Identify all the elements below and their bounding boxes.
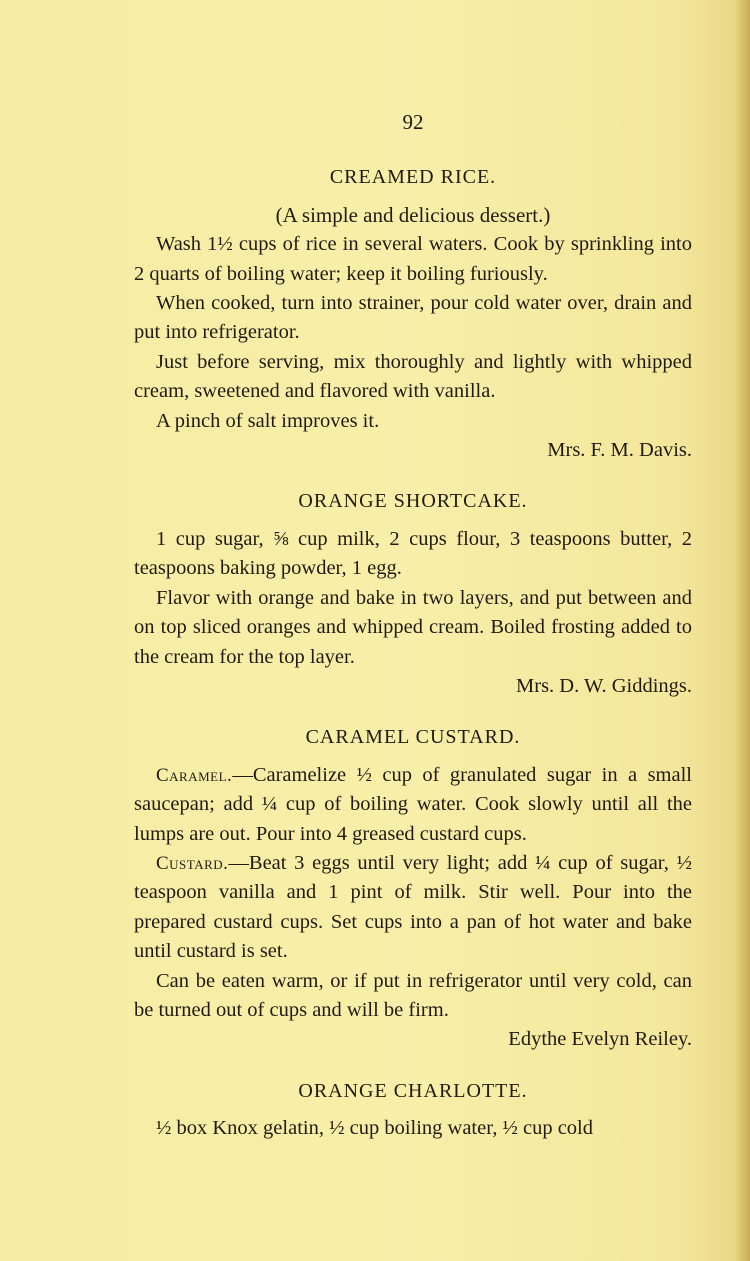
recipe-creamed-rice — [134, 163, 692, 465]
page-edge-shadow — [736, 0, 750, 1261]
recipe-orange-shortcake — [134, 487, 692, 701]
section-text: —Beat 3 eggs until very light; add ¼ cup of sugar, ½ teaspoon vanilla and 1 pint of milk. Stir well. Pour into the prepared custard cups. Set cups into a pan of hot water and bake until custard is set. — [134, 851, 692, 963]
recipe-section-custard — [134, 849, 692, 967]
recipe-signature: Mrs. F. M. Davis. — [547, 439, 692, 462]
recipe-signature: Mrs. D. W. Giddings. — [516, 674, 692, 697]
recipe-paragraph: 1 cup sugar, ⅝ cup milk, 2 cups flour, 3 teaspoons butter, 2 teaspoons baking powder, 1 egg. — [134, 527, 692, 580]
recipe-paragraph: Flavor with orange and bake in two layers, and put between and on top sliced oranges and whipped cream. Boiled frosting added to the cream for the top layer. — [134, 586, 692, 668]
recipe-subtitle: (A simple and delicious dessert.) — [275, 202, 551, 227]
recipe-paragraph: When cooked, turn into strainer, pour cold water over, drain and put into refrigerator. — [134, 292, 692, 344]
recipe-paragraph: A pinch of salt improves it. — [156, 409, 380, 432]
recipe-title: CARAMEL CUSTARD. — [305, 726, 521, 749]
recipe-signature: Edythe Evelyn Reiley. — [508, 1028, 692, 1051]
recipe-paragraph: ½ box Knox gelatin, ½ cup boiling water, ½ cup cold — [156, 1117, 593, 1140]
recipe-paragraph: Can be eaten warm, or if put in refrigerator until very cold, can be turned out of cups and will be firm. — [134, 969, 692, 1021]
page-number: 92 — [402, 110, 424, 134]
recipe-paragraph: Just before serving, mix thoroughly and lightly with whipped cream, sweetened and flavored with vanilla. — [134, 350, 692, 403]
recipe-caramel-custard — [134, 723, 692, 1054]
page-content — [134, 100, 692, 1144]
recipe-section-caramel — [134, 761, 692, 849]
recipe-paragraph: Wash 1½ cups of rice in several waters. Cook by sprinkling into 2 quarts of boiling water; keep it boiling furiously. — [134, 233, 692, 285]
section-label: Custard. — [156, 852, 229, 874]
recipe-title: CREAMED RICE. — [329, 166, 497, 189]
recipe-orange-charlotte — [134, 1077, 692, 1144]
section-label: Caramel. — [156, 764, 233, 786]
recipe-title: ORANGE CHARLOTTE. — [298, 1079, 528, 1102]
recipe-title: ORANGE SHORTCAKE. — [298, 490, 528, 513]
section-text: —Caramelize ½ cup of granulated sugar in a small saucepan; add ¼ cup of boiling water. Cook slowly until all the lumps are out. Pour into 4 greased custard cups. — [134, 763, 692, 845]
